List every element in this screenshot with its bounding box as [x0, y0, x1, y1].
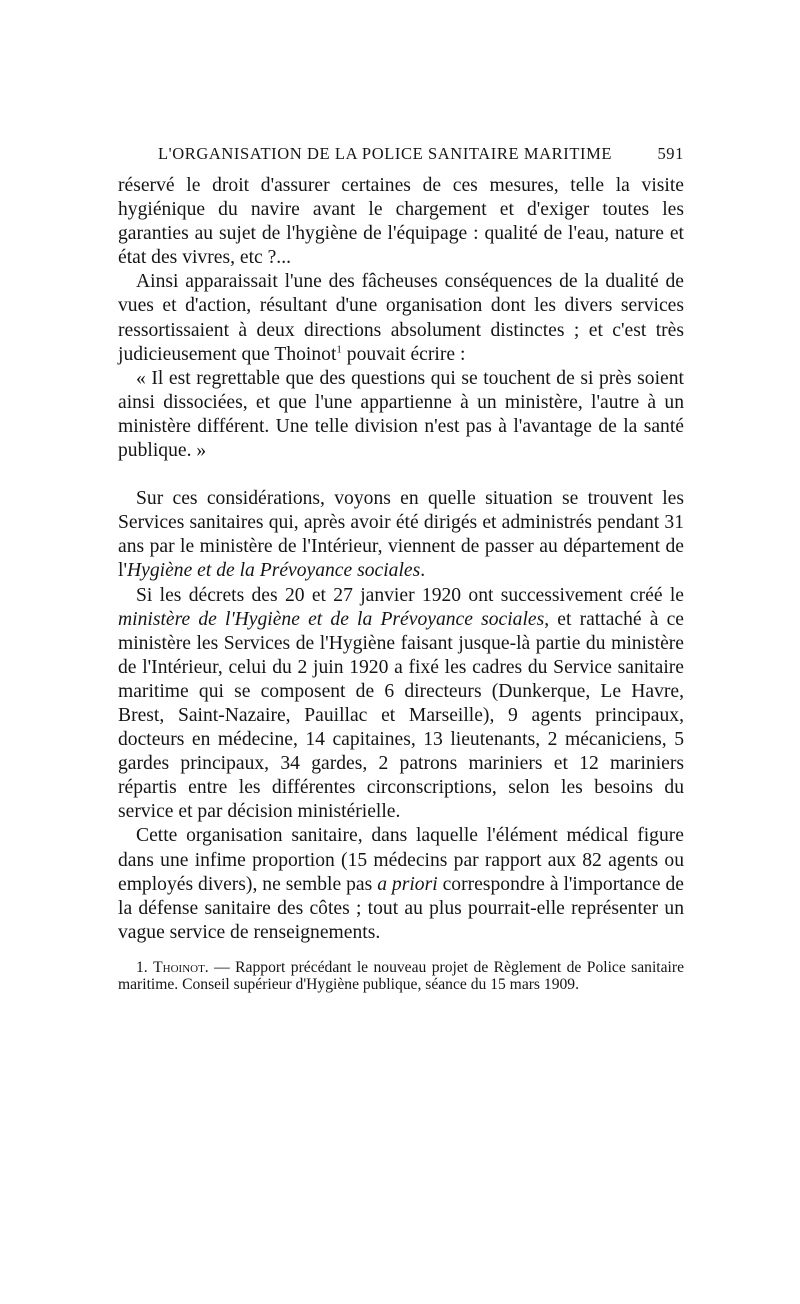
ministry-name-italic: Hygiène et de la Prévoyance sociales: [126, 560, 421, 582]
paragraph-5-text-start: Si les décrets des 20 et 27 janvier 1920 ont successivement créé le: [136, 584, 684, 606]
paragraph-2-end: pouvait écrire :: [341, 343, 466, 365]
paragraph-6: [118, 824, 684, 944]
paragraph-4: [118, 487, 684, 583]
footnote-author: Thoinot.: [153, 958, 209, 976]
page-number: 591: [657, 144, 684, 163]
paragraph-6-text-start: Cette organisation sanitaire, dans laquelle l'élément médical figure dans une infime proportion (15 médecins par rapport aux 82 agents ou employés divers), ne semble pas: [118, 825, 684, 895]
footnote: [118, 959, 684, 994]
quotation-text: « Il est regrettable que des questions qui se touchent de si près soient ainsi dissociées, et que l'une appartienne à un ministère, l'autre à un ministère différent. Une telle division n'est pas à l'avantage de la santé publique. »: [118, 367, 684, 462]
quotation: [118, 367, 684, 463]
paragraph-1-text: réservé le droit d'assurer certaines de ces mesures, telle la visite hygiénique du navire avant le chargement et d'exiger toutes les garanties au sujet de l'hygiène de l'équipage : qualité de l'eau, nature et état des vivres, etc ?...: [118, 175, 684, 269]
ministry-title-italic: ministère de l'Hygiène et de la Prévoyance sociales: [118, 608, 545, 630]
running-title: L'ORGANISATION DE LA POLICE SANITAIRE MARITIME: [158, 144, 613, 163]
footnote-text: — Rapport précédant le nouveau projet de Règlement de Police sanitaire maritime. Conseil supérieur d'Hygiène publique, séance du 15 mars 1909.: [118, 958, 684, 994]
paragraph-2-text: Ainsi apparaissait l'une des fâcheuses conséquences de la dualité de vues et d'action, résultant d'une organisation dont les divers services ressortissaient à deux directions absolument distinctes ; et c'est très judicieusement que Thoinot: [118, 271, 684, 365]
a-priori-italic: a priori: [377, 873, 438, 895]
footnote-reference: 1: [336, 343, 342, 356]
paragraph-1: [118, 174, 684, 270]
section-break: [118, 463, 684, 487]
paragraph-5: [118, 584, 684, 825]
document-page: [118, 144, 684, 994]
paragraph-6-text-end: correspondre à l'importance de la défense sanitaire des côtes ; tout au plus pourrait-elle représenter un vague service de renseignements.: [118, 873, 684, 943]
running-header: [158, 144, 684, 164]
paragraph-4-text-start: Sur ces considérations, voyons en quelle situation se trouvent les Services sanitaires qui, après avoir été dirigés et administrés pendant 31 ans par le ministère de l'Intérieur, viennent de passer au département de l': [118, 488, 684, 582]
paragraph-2: [118, 270, 684, 366]
footnote-number: 1.: [136, 958, 148, 976]
paragraph-5-text-end: , et rattaché à ce ministère les Services de l'Hygiène faisant jusque-là partie du ministère de l'Intérieur, celui du 2 juin 1920 a fixé les cadres du Service sanitaire maritime qui se composent de 6 directeurs (Dunkerque, Le Havre, Brest, Saint-Nazaire, Pauillac et Marseille), 9 agents principaux, docteurs en médecine, 14 capitaines, 13 lieutenants, 2 mécaniciens, 5 gardes principaux, 34 gardes, 2 patrons mariniers et 12 mariniers répartis entre les différentes circonscriptions, selon les besoins du service et par décision ministérielle.: [118, 608, 684, 823]
body-text: [118, 174, 684, 945]
paragraph-4-text-end: .: [420, 560, 426, 582]
